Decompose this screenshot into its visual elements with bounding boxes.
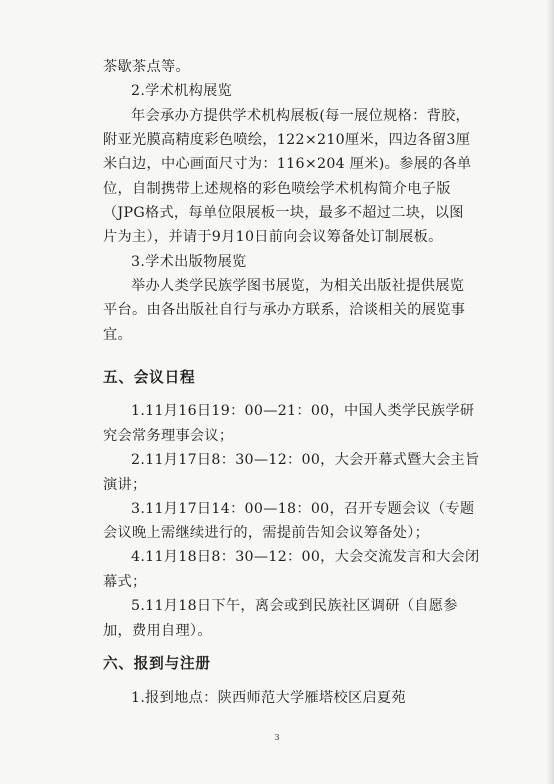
- schedule-line: 5.11月18日下午，离会或到民族社区调研（自愿参: [131, 598, 458, 614]
- paragraph-line: 米白边，中心画面尺寸为：116×204 厘米)。参展的各单: [103, 156, 472, 172]
- registration-line: 1.报到地点：陕西师范大学雁塔校区启夏苑: [131, 690, 406, 706]
- paragraph-line: 附亚光膜高精度彩色喷绘，122×210厘米，四边各留3厘: [103, 132, 471, 148]
- section-subheading: 3.学术出版物展览: [131, 254, 247, 270]
- paragraph-line: 平台。由各出版社自行与承办方联系，洽谈相关的展览事: [103, 302, 466, 318]
- schedule-line: 会议晚上需继续进行的，需提前告知会议筹备处）；: [103, 525, 430, 541]
- schedule-line: 演讲；: [103, 477, 147, 493]
- schedule-line: 2.11月17日8：30—12：00，大会开幕式暨大会主旨: [131, 452, 480, 468]
- paragraph-line: 茶歇茶点等。: [103, 59, 190, 75]
- schedule-line: 加，费用自理）。: [103, 623, 212, 639]
- paragraph-line: 位，自制携带上述规格的彩色喷绘学术机构简介电子版: [103, 181, 451, 197]
- page-edge-shadow: [546, 0, 554, 784]
- schedule-line: 1.11月16日19：00—21：00，中国人类学民族学研: [131, 403, 475, 419]
- page-number: 3: [274, 733, 280, 742]
- paragraph-line: 年会承办方提供学术机构展板(每一展位规格：背胶，: [131, 108, 471, 124]
- section-heading-registration: 六、报到与注册: [103, 655, 211, 672]
- schedule-line: 4.11月18日8：30—12：00，大会交流发言和大会闭: [131, 549, 480, 565]
- section-subheading: 2.学术机构展览: [131, 83, 233, 99]
- paragraph-line: 宜。: [103, 327, 132, 343]
- section-heading-schedule: 五、会议日程: [103, 369, 196, 386]
- schedule-line: 幕式；: [103, 574, 147, 590]
- schedule-line: 3.11月17日14：00—18：00，召开专题会议（专题: [131, 501, 475, 517]
- schedule-line: 究会常务理事会议；: [103, 428, 234, 444]
- paragraph-line: 举办人类学民族学图书展览，为相关出版社提供展览: [131, 278, 465, 294]
- paragraph-line: （JPG格式，每单位限展板一块，最多不超过二块，以图: [103, 205, 464, 221]
- paragraph-line: 片为主），并请于9月10日前向会议筹备处订制展板。: [103, 229, 443, 245]
